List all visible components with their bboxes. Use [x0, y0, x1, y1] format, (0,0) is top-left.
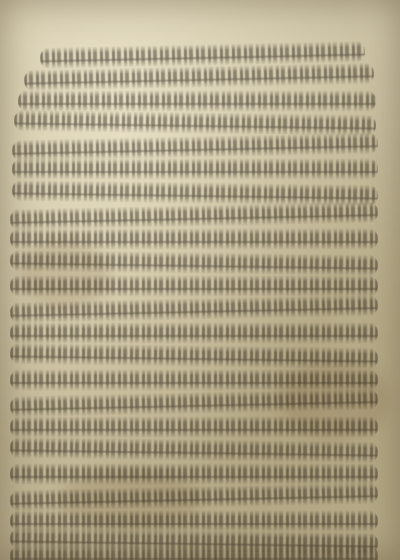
manuscript-line — [18, 90, 376, 112]
manuscript-line — [10, 249, 378, 276]
manuscript-line — [10, 369, 378, 391]
manuscript-line — [10, 201, 378, 231]
manuscript-line — [10, 436, 378, 463]
manuscript-line — [10, 294, 378, 324]
manuscript-line — [10, 416, 378, 438]
manuscript-line — [10, 228, 378, 250]
manuscript-line — [10, 482, 378, 512]
manuscript-line — [10, 388, 378, 418]
manuscript-line — [12, 158, 378, 180]
manuscript-line — [10, 545, 378, 560]
manuscript-line — [10, 463, 378, 485]
manuscript-line — [10, 275, 378, 297]
manuscript-line — [10, 342, 378, 369]
manuscript-line — [10, 322, 378, 344]
